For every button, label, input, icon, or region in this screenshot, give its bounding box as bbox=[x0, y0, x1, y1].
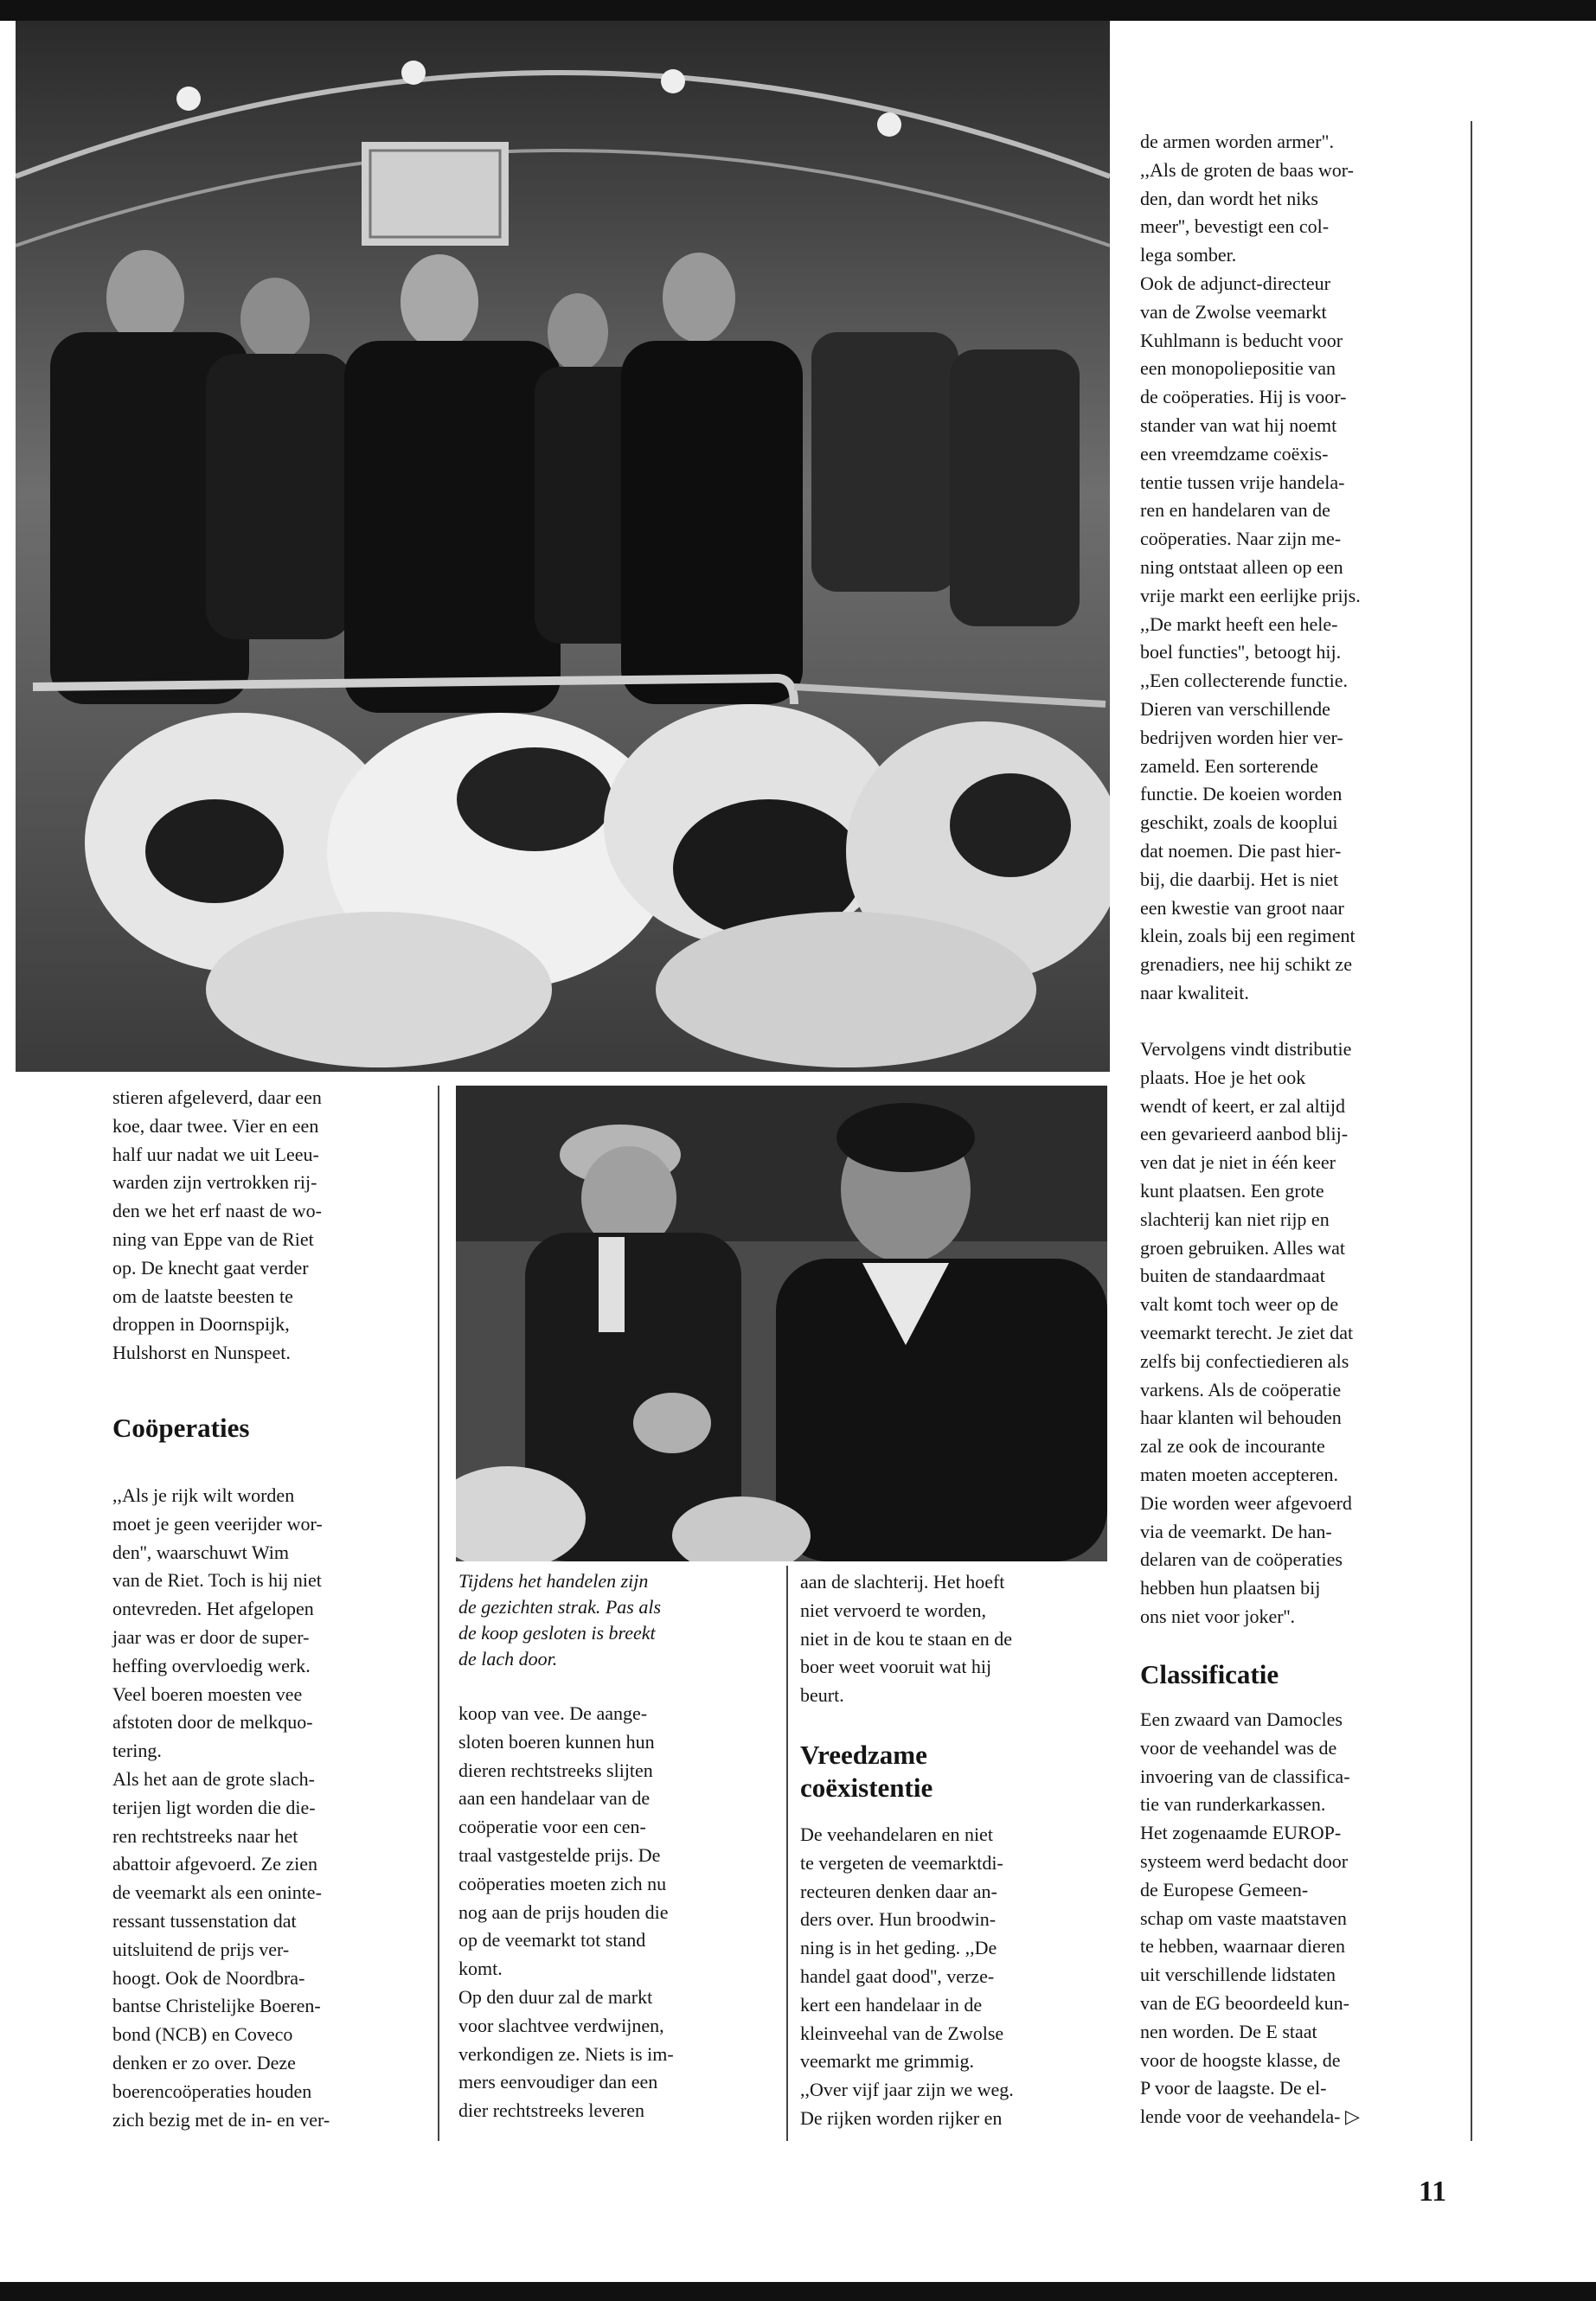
middle-column-2-bottom-text: De veehandelaren en niet te vergeten de veemarktdi- recteuren denken daar an- ders over. Hun broodwin- ning is in het geding. ,,De handel gaat dood'', verze- kert een handelaar in de kleinveehal van de Zwolse veemarkt me grimmig. ,,Over vijf jaar zijn we weg. De rijken worden rijker en bbox=[800, 1823, 1014, 2129]
right-column-mid-text: Vervolgens vindt distributie plaats. Hoe je het ook wendt of keert, er zal altijd een gevarieerd aanbod blij- ven dat je niet in één keer kunt plaatsen. Een grote slachterij kan niet rijp en groen gebruiken. Alles wat buiten de standaardmaat valt komt toch weer op de veemarkt terecht. Je ziet dat zelfs bij confectiedieren als varkens. Als de coöperatie haar klanten wil behouden zal ze ook de incourante maten moeten accepteren. Die worden weer afgevoerd via de veemarkt. De han- delaren van de coöperaties hebben hun plaatsen bij ons niet voor joker''. bbox=[1140, 1038, 1354, 1627]
column-rule bbox=[438, 1086, 439, 2141]
page-number: 11 bbox=[1419, 2176, 1447, 2208]
heading-cooperaties: Coöperaties bbox=[112, 1413, 250, 1443]
middle-column-1-text: koop van vee. De aange- sloten boeren kunnen hun dieren rechtstreeks slijten aan een handelaar van de coöperatie voor een cen- traal vastgestelde prijs. De coöperaties moeten zich nu nog aan de prijs houden die op de veemarkt tot stand komt. Op den duur zal de markt voor slachtvee verdwijnen, verkondigen ze. Niets is im- mers eenvoudiger dan een dier rechtstreeks leveren bbox=[458, 1702, 674, 2122]
right-column-bottom-text bbox=[1140, 1706, 1469, 2132]
classificatie-text: Een zwaard van Damocles voor de veehandel was de invoering van de classifica- tie van runderkarkassen. Het zogenaamde EUROP- systeem werd bedacht door de Europese Gemeen- schap om vaste maatstaven te hebben, waarnaar dieren uit verschillende lidstaten van de EG beoordeeld kun- nen worden. De E staat voor de hoogste klasse, de P voor de laagste. De el- lende voor de veehandela- bbox=[1140, 1708, 1350, 2128]
photo-caption: Tijdens het handelen zijn de gezichten strak. Pas als de koop gesloten is breekt de lach door. bbox=[458, 1570, 662, 1670]
column-rule bbox=[786, 1566, 788, 2141]
right-column-top-text: de armen worden armer". ,,Als de groten de baas wor- den, dan wordt het niks meer'', bevestigt een col- lega somber. Ook de adjunct-directeur van de Zwolse veemarkt Kuhlmann is beducht voor een monopoliepositie van de coöperaties. Hij is voor- stander van wat hij noemt een vreemdzame coëxis- tentie tussen vrije handela- ren en handelaren van de coöperaties. Naar zijn me- ning ontstaat alleen op een vrije markt een eerlijke prijs. ,,De markt heeft een hele- boel functies'', betoogt hij. ,,Een collecterende functie. Dieren van verschillende bedrijven worden hier ver- zameld. Een sorterende functie. De koeien worden geschikt, zoals de kooplui dat noemen. Die past hier- bij, die daarbij. Het is niet een kwestie van groot naar klein, zoals bij een regiment grenadiers, nee hij schikt ze naar kwaliteit. bbox=[1140, 131, 1361, 1003]
handshake-photo bbox=[456, 1086, 1107, 1561]
middle-column-2-top-text: aan de slachterij. Het hoeft niet vervoerd te worden, niet in de kou te staan en de boer weet vooruit wat hij beurt. bbox=[800, 1571, 1012, 1707]
bottom-border bbox=[0, 2282, 1596, 2301]
heading-classificatie: Classificatie bbox=[1140, 1659, 1279, 1689]
left-column-bottom-text: ,,Als je rijk wilt worden moet je geen veerijder wor- den'', waarschuwt Wim van de Riet. Toch is hij niet ontevreden. Het afgelopen jaar was er door de super- heffing overvloedig werk. Veel boeren moesten vee afstoten door de melkquo- tering. Als het aan de grote slach- terijen ligt worden die die- ren rechtstreeks naar het abattoir afgevoerd. Ze zien de veemarkt als een oninte- ressant tussenstation dat uitsluitend de prijs ver- hoogt. Ook de Noordbra- bantse Christelijke Boeren- bond (NCB) en Coveco denken er zo over. Deze boerencoöperaties houden zich bezig met de in- en ver- bbox=[112, 1484, 330, 2131]
continue-arrow-icon: ▷ bbox=[1345, 2106, 1360, 2129]
left-column-top-text: stieren afgeleverd, daar een koe, daar twee. Vier en een half uur nadat we uit Leeu- warden zijn vertrokken rij- den we het erf naast de wo- ning van Eppe van de Riet op. De knecht gaat verder om de laatste beesten te droppen in Doornspijk, Hulshorst en Nunspeet. bbox=[112, 1086, 322, 1364]
top-border bbox=[0, 0, 1596, 21]
column-rule bbox=[1471, 121, 1472, 2141]
heading-vreedzame-coexistentie: Vreedzame coëxistentie bbox=[800, 1740, 933, 1803]
cattle-market-photo bbox=[16, 21, 1110, 1072]
